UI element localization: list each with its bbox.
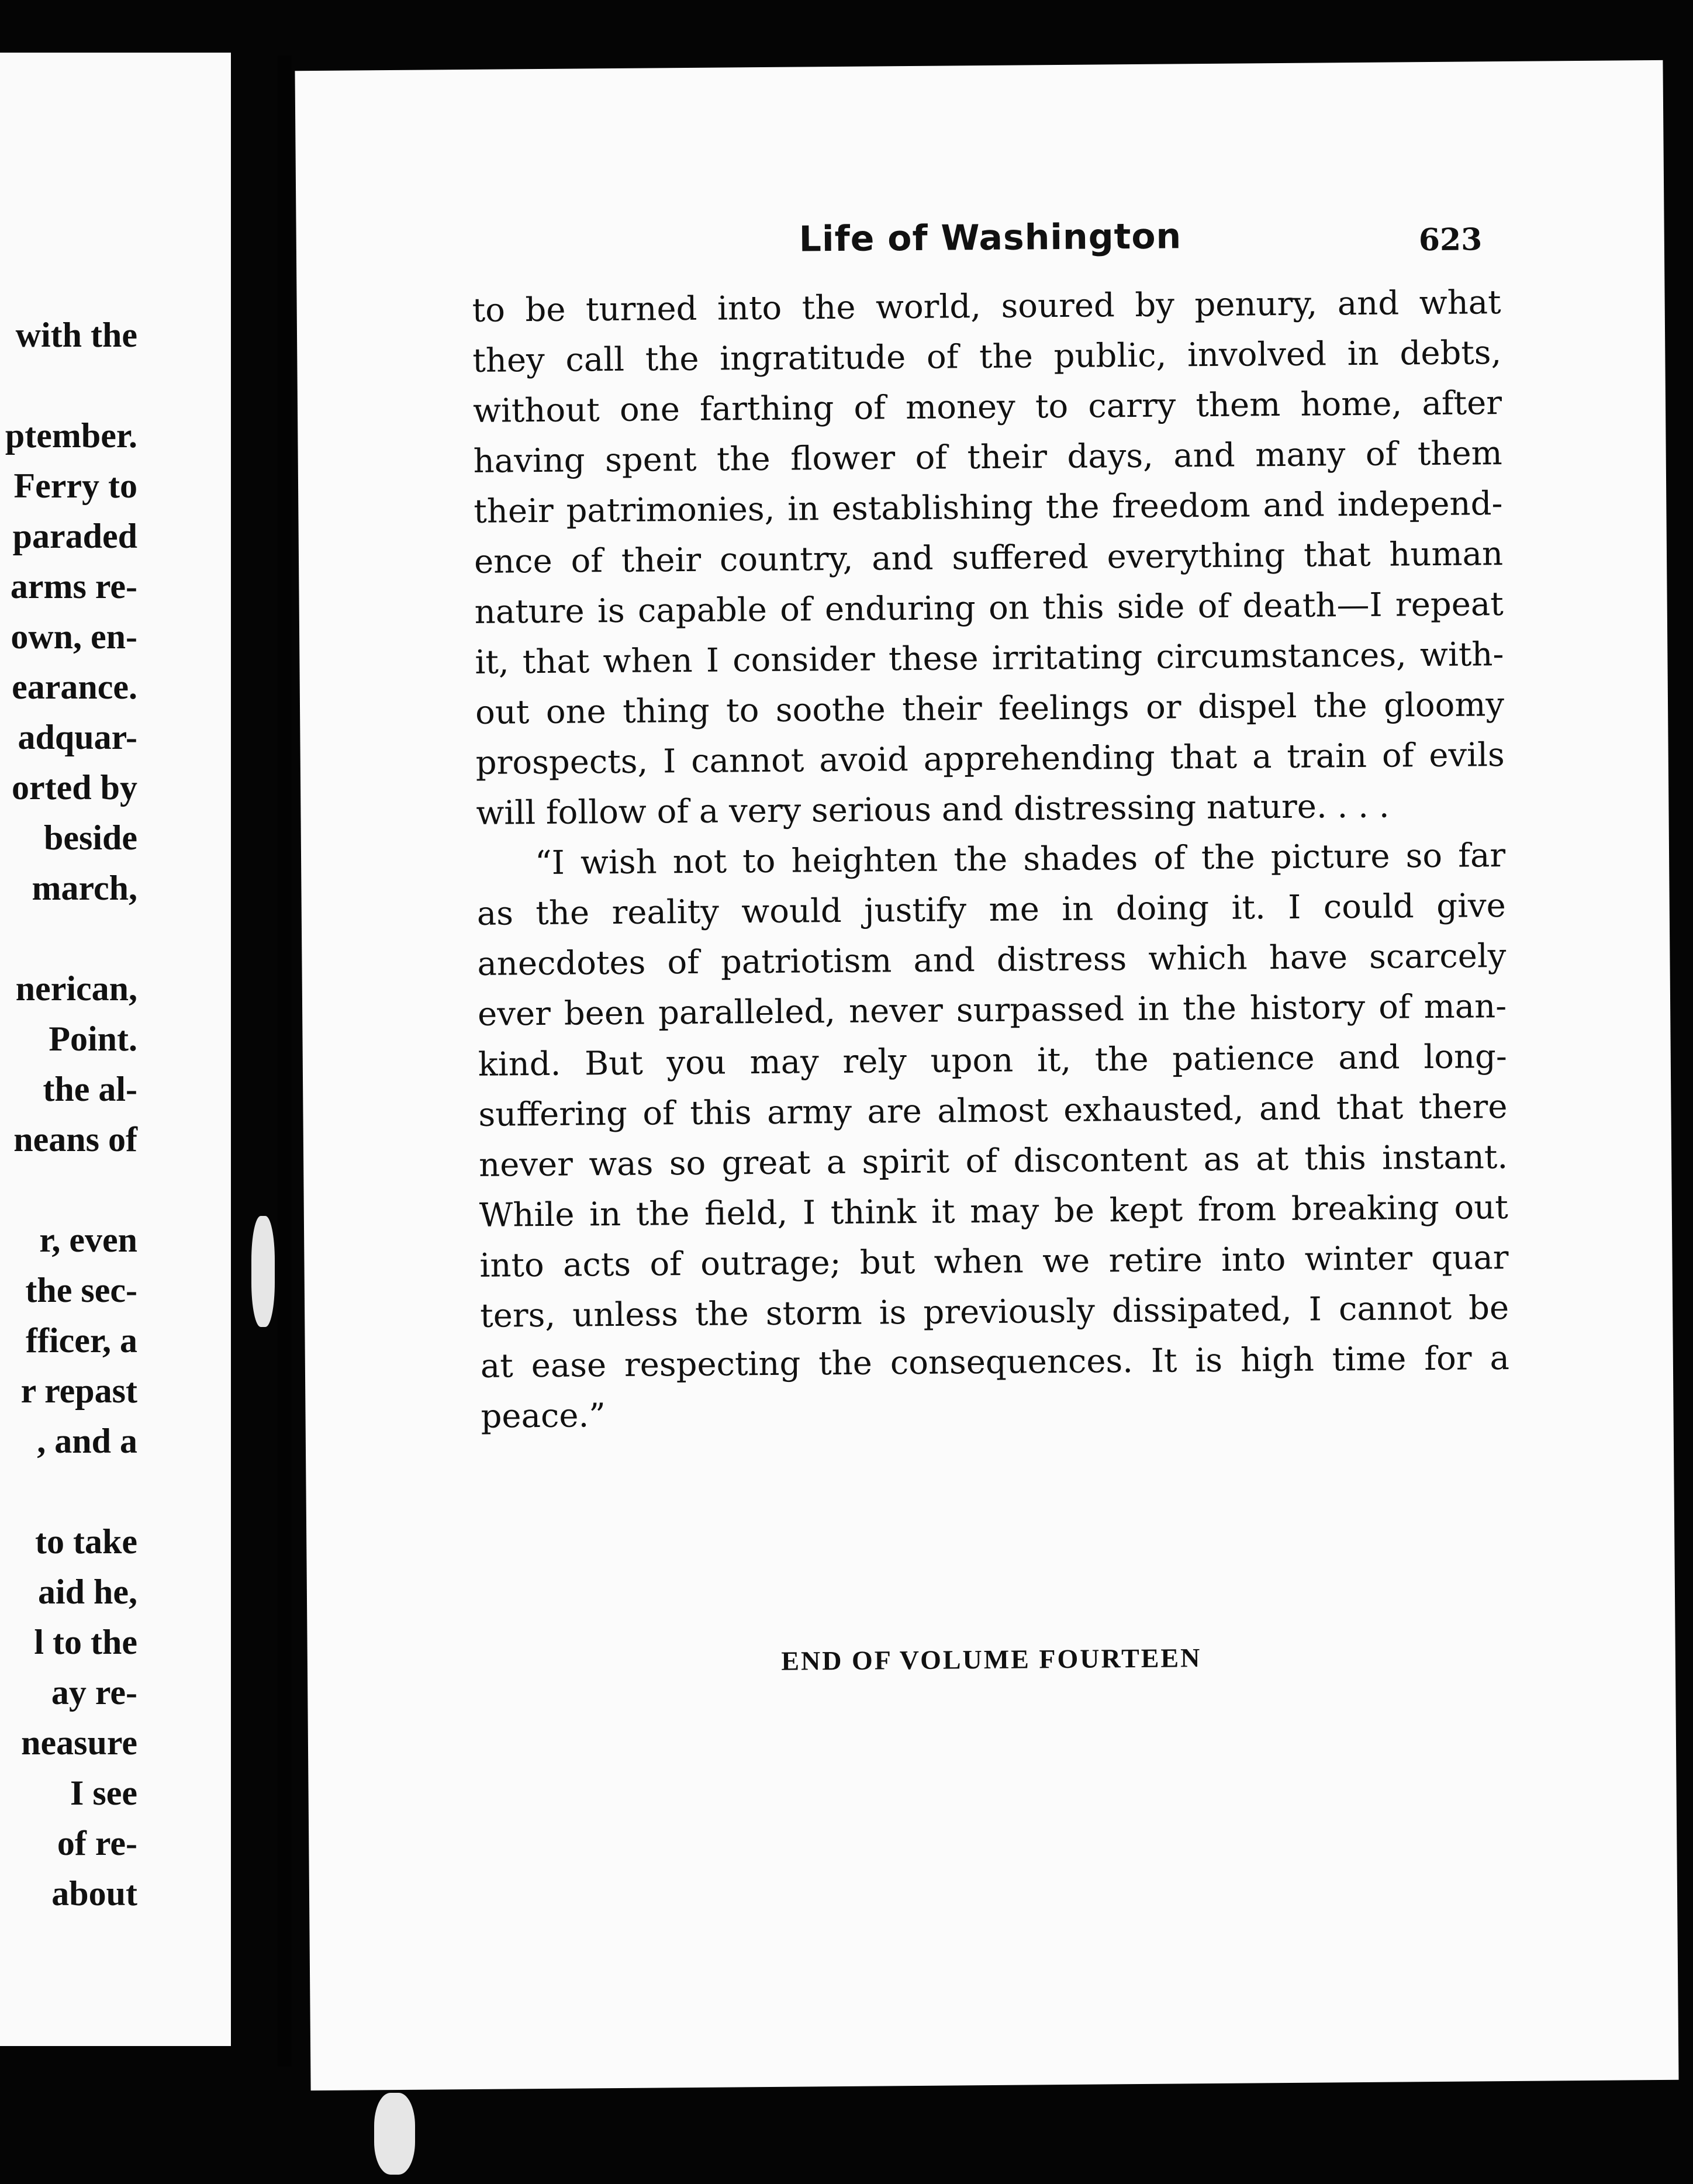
left-page-line: ay re- <box>51 1673 137 1712</box>
left-page-line: Ferry to <box>13 466 137 505</box>
left-page-line: aid he, <box>37 1573 137 1611</box>
left-page-line <box>0 913 231 963</box>
text-line: out one thing to soothe their feelings or dispel the gloomy <box>475 686 1505 732</box>
text-line: into acts of outrage; but when we retire into winter quar <box>479 1239 1509 1285</box>
left-page-line <box>0 360 231 410</box>
scan-speck <box>374 2093 415 2175</box>
left-page-line: r, even <box>39 1221 137 1259</box>
text-line: they call the ingratitude of the public, involved in debts, <box>472 334 1502 380</box>
left-page-line: the al- <box>43 1070 137 1108</box>
left-page-line: to take <box>35 1522 137 1561</box>
left-page-line: paraded <box>12 517 137 555</box>
left-facing-page <box>0 53 231 2046</box>
running-head <box>296 212 1665 269</box>
page-number: 623 <box>1418 222 1483 258</box>
text-line: having spent the flower of their days, and many of them <box>473 434 1502 481</box>
left-page-line: the sec- <box>25 1271 137 1309</box>
text-line: at ease respecting the consequences. It is high time for a <box>480 1339 1510 1385</box>
left-page-text <box>0 310 231 1919</box>
body-text <box>472 278 1509 1442</box>
left-page-line: I see <box>70 1774 137 1812</box>
scan-speck <box>251 1216 275 1327</box>
left-page-line: neans of <box>13 1120 137 1159</box>
text-line: anecdotes of patriotism and distress which have scarcely <box>477 937 1507 983</box>
left-page-line: about <box>51 1874 137 1913</box>
left-page-line <box>0 1466 231 1516</box>
running-head-title: Life of Washington <box>799 216 1182 260</box>
left-page-line: nerican, <box>15 969 137 1008</box>
left-page-line: Point. <box>49 1020 137 1058</box>
left-page-line: beside <box>43 818 137 857</box>
text-line: ters, unless the storm is previously dissipated, I cannot be <box>479 1288 1509 1335</box>
left-page-line: arms re- <box>10 567 137 606</box>
text-line: While in the field, I think it may be kept from breaking out <box>479 1188 1509 1235</box>
left-page-line: earance. <box>12 668 137 706</box>
left-page-line: march, <box>32 869 137 907</box>
text-line: nature is capable of enduring on this side of death—I repeat <box>474 585 1504 631</box>
text-line: their patrimonies, in establishing the freedom and independ- <box>474 485 1503 531</box>
left-page-line: orted by <box>12 768 137 807</box>
left-page-line: own, en- <box>11 617 137 656</box>
left-page-line: with the <box>15 316 137 354</box>
text-line: kind. But you may rely upon it, the patience and long- <box>478 1038 1508 1084</box>
text-line: it, that when I consider these irritating circumstances, with- <box>475 635 1504 682</box>
text-line: without one farthing of money to carry them home, after <box>472 384 1502 430</box>
text-line: “I wish not to heighten the shades of the picture so far <box>534 837 1506 883</box>
left-page-line: , and a <box>37 1422 137 1460</box>
left-page-line: ptember. <box>5 416 137 455</box>
end-of-volume-note: END OF VOLUME FOURTEEN <box>781 1643 1202 1676</box>
text-line: prospects, I cannot avoid apprehending that a train of evils <box>475 736 1505 782</box>
left-page-line: fficer, a <box>25 1321 137 1360</box>
right-page <box>295 60 1678 2090</box>
text-line: to be turned into the world, soured by penury, and what <box>472 284 1501 330</box>
left-page-line: adquar- <box>18 718 137 756</box>
text-line: will follow of a very serious and distressing nature. . . . <box>476 787 1390 832</box>
left-page-line: r repast <box>20 1371 137 1410</box>
paragraph <box>472 278 1505 839</box>
text-line: never was so great a spirit of discontent as at this instant. <box>478 1138 1508 1184</box>
left-page-line: neasure <box>21 1723 137 1762</box>
text-line: ence of their country, and suffered everything that human <box>474 535 1504 581</box>
left-page-line: of re- <box>57 1824 137 1862</box>
left-page-line <box>0 1164 231 1215</box>
text-line: ever been paralleled, never surpassed in the history of man- <box>477 987 1507 1034</box>
page-gutter <box>278 56 292 2066</box>
paragraph <box>476 831 1510 1442</box>
left-page-line: l to the <box>34 1623 137 1661</box>
text-line: as the reality would justify me in doing it. I could give <box>476 887 1507 933</box>
text-line: suffering of this army are almost exhausted, and that there <box>478 1088 1508 1134</box>
text-line: peace.” <box>481 1397 606 1436</box>
